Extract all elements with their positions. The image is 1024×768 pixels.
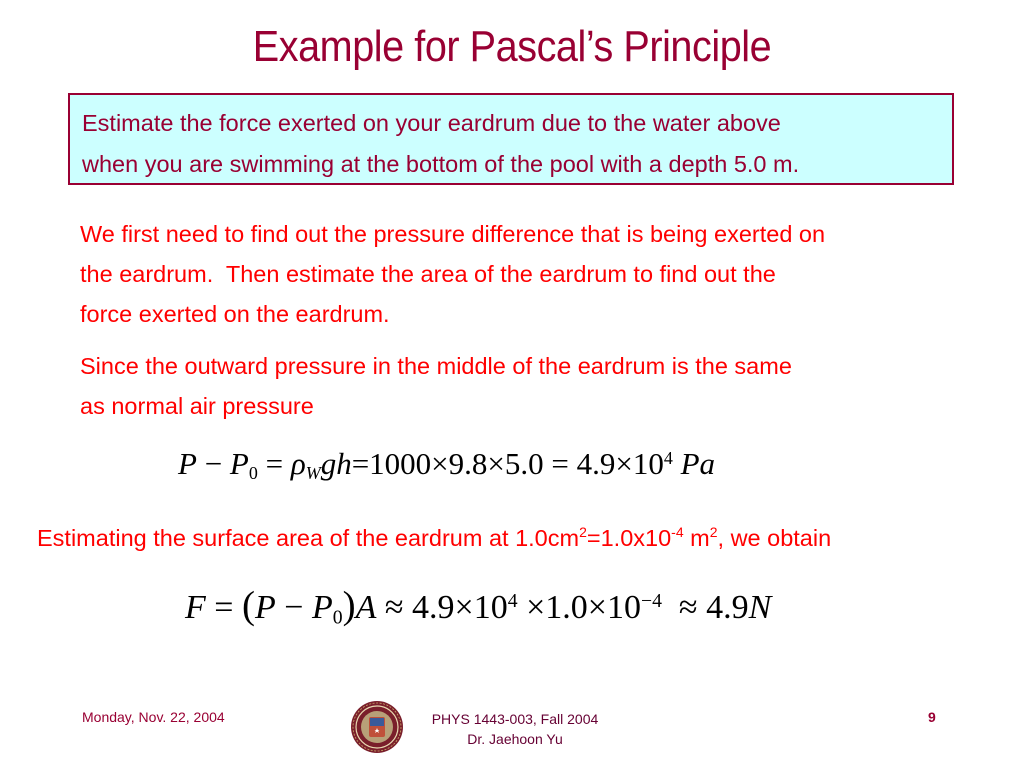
area-text-mid: =1.0x10: [586, 525, 672, 551]
eq2-rparen: ): [342, 584, 356, 627]
eq2-F: F: [185, 589, 206, 626]
problem-statement-box: [68, 93, 954, 185]
eq2-approx-2: ≈ 4.9: [661, 589, 749, 626]
problem-line-1: Estimate the force exerted on your eardrum due to the water above: [82, 110, 781, 136]
area-sup-2: -4: [671, 524, 684, 540]
approach-line-3: force exerted on the eardrum.: [80, 301, 390, 327]
slide-number: 9: [928, 709, 936, 725]
area-sup-3: 2: [709, 524, 718, 540]
university-seal-icon: [350, 700, 404, 754]
eq1-rhs: =1000×9.8×5.0 = 4.9×10: [351, 446, 664, 481]
eq1-sub-W: W: [305, 463, 321, 484]
footer-course-block: [410, 709, 620, 749]
eq2-N: N: [748, 589, 772, 626]
pressure-line-2: as normal air pressure: [80, 393, 314, 419]
pressure-equation: [178, 446, 715, 484]
eq2-sub-0: 0: [332, 606, 343, 629]
eq2-P: P: [254, 589, 276, 626]
approach-paragraph: [80, 214, 825, 334]
force-equation: [185, 583, 771, 630]
eq1-P: P: [178, 446, 197, 481]
eq1-minus: −: [196, 446, 230, 481]
area-text-m: m: [683, 525, 710, 551]
pressure-line-1: Since the outward pressure in the middle of the eardrum is the same: [80, 353, 792, 379]
eq2-A: A: [355, 589, 377, 626]
pressure-paragraph: [80, 346, 792, 426]
footer-instructor: Dr. Jaehoon Yu: [467, 731, 563, 747]
eq1-rho: ρ: [290, 446, 306, 481]
eq2-exponent-2: −4: [640, 590, 662, 613]
footer-date: Monday, Nov. 22, 2004: [82, 709, 225, 725]
eq1-gh: gh: [320, 446, 352, 481]
eq2-P0: P: [311, 589, 333, 626]
eq1-equals: =: [257, 446, 291, 481]
area-text-post: , we obtain: [717, 525, 832, 551]
eq2-minus: −: [275, 589, 312, 626]
eq1-P0: P: [229, 446, 249, 481]
eq1-exponent: 4: [663, 448, 673, 469]
approach-line-1: We first need to find out the pressure difference that is being exerted on: [80, 221, 826, 247]
area-text-pre: Estimating the surface area of the eardrum at 1.0cm: [37, 525, 580, 551]
eq2-approx-1: ≈ 4.9×10: [376, 589, 508, 626]
eq2-equals: =: [205, 589, 242, 626]
eq2-times: ×1.0×10: [517, 589, 641, 626]
problem-line-2: when you are swimming at the bottom of the pool with a depth 5.0 m.: [82, 151, 800, 177]
eq1-sub-0: 0: [248, 463, 258, 484]
footer-course: PHYS 1443-003, Fall 2004: [431, 711, 599, 727]
area-paragraph: [37, 518, 831, 558]
slide-title: Example for Pascal’s Principle: [252, 22, 772, 71]
area-sup-1: 2: [579, 524, 587, 540]
approach-line-2: the eardrum. Then estimate the area of the eardrum to find out the: [80, 261, 776, 287]
eq2-exponent-1: 4: [507, 590, 518, 613]
eq1-unit: Pa: [680, 446, 716, 481]
eq2-lparen: (: [241, 584, 255, 627]
